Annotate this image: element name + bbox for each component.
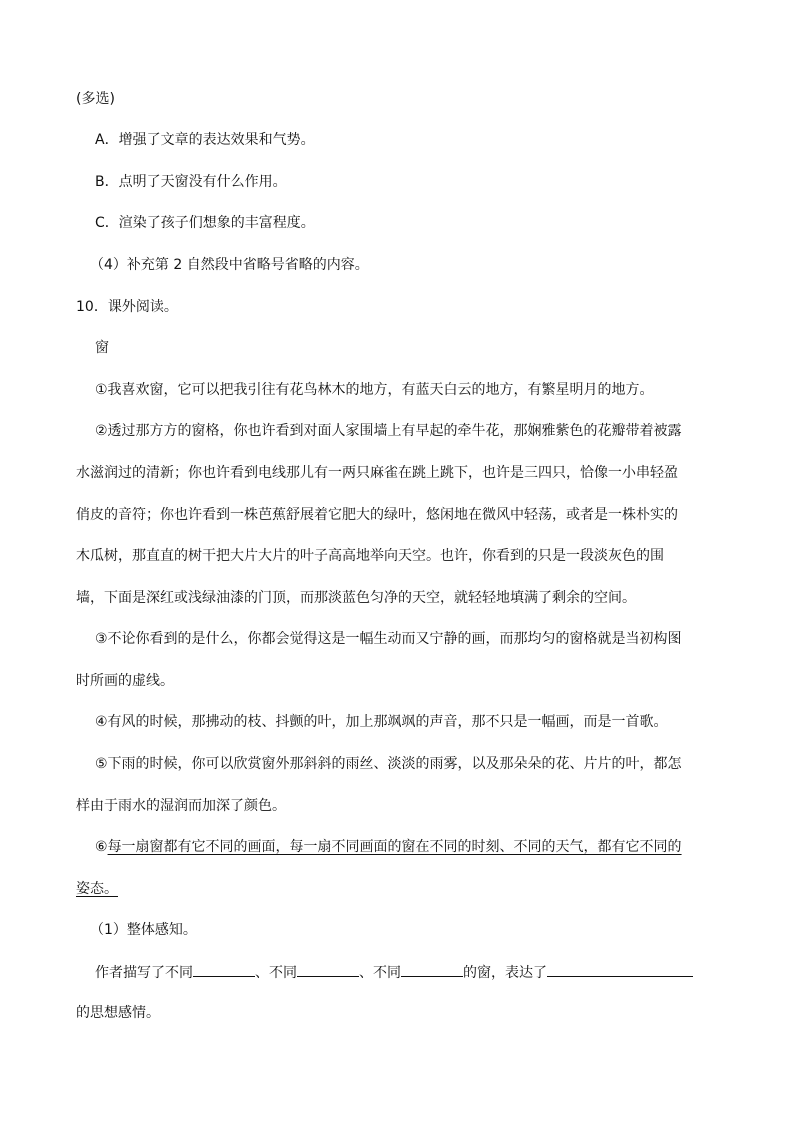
paragraph-2-line-3: 俏皮的音符；你也许看到一株芭蕉舒展着它肥大的绿叶，悠闲地在微风中轻荡，或者是一株朴实的 [76, 507, 678, 523]
sub-question-1: （1）整体感知。 [90, 922, 197, 938]
paragraph-3-line-2: 时所画的虚线。 [76, 673, 174, 689]
fill-text-1: 作者描写了不同 [95, 965, 193, 981]
answer-blank-4[interactable] [547, 962, 693, 977]
fill-in-blank-line-2: 的思想感情。 [76, 1005, 160, 1021]
sub-question-4: （4）补充第 2 自然段中省略号省略的内容。 [90, 257, 369, 273]
option-c: C．渲染了孩子们想象的丰富程度。 [95, 215, 315, 231]
answer-blank-1[interactable] [193, 962, 255, 977]
answer-blank-2[interactable] [297, 962, 359, 977]
fill-text-3: 、不同 [359, 965, 401, 981]
paragraph-5-line-2: 样由于雨水的湿润而加深了颜色。 [76, 798, 286, 814]
paragraph-2-line-5: 墙，下面是深红或浅绿油漆的门顶，而那淡蓝色匀净的天空，就轻轻地填满了剩余的空间。 [76, 590, 636, 606]
paragraph-2-line-4: 木瓜树，那直直的树干把大片大片的叶子高高地举向天空。也许，你看到的只是一段淡灰色的围 [76, 548, 664, 564]
option-b: B．点明了天窗没有什么作用。 [95, 174, 287, 190]
paragraph-1: ①我喜欢窗，它可以把我引往有花鸟林木的地方，有蓝天白云的地方，有繁星明月的地方。 [95, 382, 654, 398]
option-a: A．增强了文章的表达效果和气势。 [95, 132, 315, 148]
paragraph-2-line-2: 水滋润过的清新；你也许看到电线那儿有一两只麻雀在跳上跳下，也许是三四只，恰像一小串轻盈 [76, 465, 678, 481]
answer-blank-3[interactable] [401, 962, 463, 977]
paragraph-4: ④有风的时候，那拂动的枝、抖颤的叶，加上那飒飒的声音，那不只是一幅画，而是一首歌。 [95, 714, 668, 730]
paragraph-5-line-1: ⑤下雨的时候，你可以欣赏窗外那斜斜的雨丝、淡淡的雨雾，以及那朵朵的花、片片的叶，都怎 [95, 756, 682, 772]
paragraph-3-line-1: ③不论你看到的是什么，你都会觉得这是一幅生动而又宁静的画，而那均匀的窗格就是当初构图 [95, 631, 682, 647]
passage-title: 窗 [95, 340, 109, 356]
paragraph-2-line-1: ②透过那方方的窗格，你也许看到对面人家围墙上有早起的牵牛花，那娴雅紫色的花瓣带着被露 [95, 423, 682, 439]
fill-text-4: 的窗，表达了 [463, 965, 547, 981]
question-10-heading: 10．课外阅读。 [76, 299, 178, 315]
fill-in-blank-line [95, 962, 745, 983]
fill-text-2: 、不同 [255, 965, 297, 981]
paragraph-6-line-1 [95, 837, 745, 857]
paragraph-6-marker: ⑥ [95, 839, 108, 855]
paragraph-6-underlined-text: 每一扇窗都有它不同的画面，每一扇不同画面的窗在不同的时刻、不同的天气，都有它不同的 [107, 839, 682, 855]
paragraph-6-line-2: 姿态。 [76, 881, 118, 897]
multi-select-note: (多选) [76, 91, 115, 107]
